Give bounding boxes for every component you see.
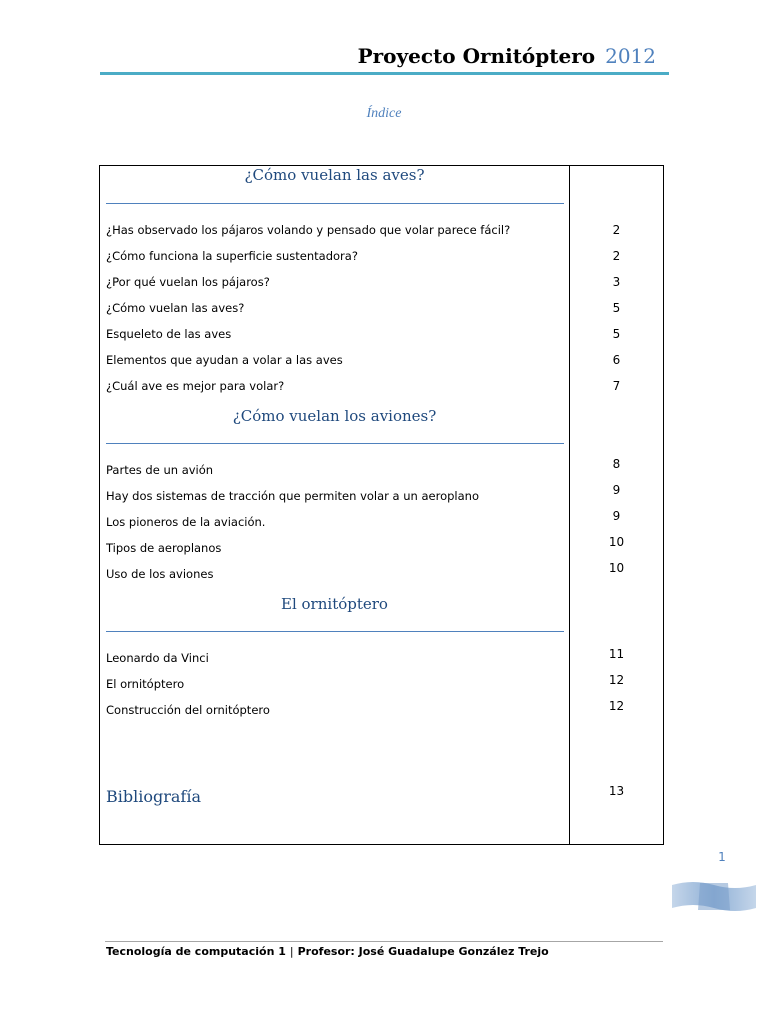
toc-entry[interactable]: Partes de un avión (106, 463, 214, 477)
toc-page-number: 3 (612, 275, 621, 289)
bibliography-page-number: 13 (608, 784, 625, 798)
toc-entry[interactable]: Leonardo da Vinci (106, 651, 209, 665)
toc-page-number: 6 (612, 353, 621, 367)
section-heading-aves: ¿Cómo vuelan las aves? (244, 166, 425, 184)
document-header (100, 44, 656, 68)
footer-separator: | (289, 945, 294, 958)
toc-entry[interactable]: ¿Cómo vuelan las aves? (106, 301, 245, 315)
section-heading-ornitoptero: El ornitóptero (281, 595, 388, 613)
toc-page-number: 9 (612, 483, 621, 497)
bibliography-entry[interactable]: Bibliografía (106, 787, 201, 806)
toc-entry[interactable]: Uso de los aviones (106, 567, 214, 581)
toc-page-number: 2 (612, 223, 621, 237)
section-heading-aviones: ¿Cómo vuelan los aviones? (232, 407, 437, 425)
page-number: 1 (718, 850, 726, 864)
toc-entry[interactable]: Los pioneros de la aviación. (106, 515, 266, 529)
toc-entry[interactable]: El ornitóptero (106, 677, 185, 691)
toc-page-number: 10 (608, 561, 625, 575)
footer-ribbon-icon (672, 881, 756, 912)
toc-entry[interactable]: Tipos de aeroplanos (106, 541, 222, 555)
toc-entry[interactable]: ¿Cuál ave es mejor para volar? (106, 379, 285, 393)
section-divider (106, 443, 564, 444)
toc-entry[interactable]: ¿Has observado los pájaros volando y pensado que volar parece fácil? (106, 223, 511, 237)
footer-course: Tecnología de computación 1 (106, 945, 286, 958)
toc-entry[interactable]: Elementos que ayudan a volar a las aves (106, 353, 343, 367)
toc-page-number: 2 (612, 249, 621, 263)
header-year: 2012 (605, 44, 656, 68)
toc-entry[interactable]: ¿Por qué vuelan los pájaros? (106, 275, 270, 289)
table-of-contents (99, 165, 664, 845)
toc-entry[interactable]: Construcción del ornitóptero (106, 703, 270, 717)
toc-entry[interactable]: Esqueleto de las aves (106, 327, 232, 341)
toc-page-number: 5 (612, 301, 621, 315)
toc-page-number: 12 (608, 699, 625, 713)
page-column-divider (569, 166, 570, 844)
toc-page-number: 12 (608, 673, 625, 687)
toc-page-number: 5 (612, 327, 621, 341)
section-divider (106, 203, 564, 204)
header-title: Proyecto Ornitóptero (357, 44, 596, 68)
index-title: Índice (366, 106, 402, 121)
toc-page-number: 8 (612, 457, 621, 471)
toc-page-number: 7 (612, 379, 621, 393)
footer (106, 945, 549, 958)
footer-professor: Profesor: José Guadalupe González Trejo (297, 945, 549, 958)
toc-page-number: 10 (608, 535, 625, 549)
toc-page-number: 11 (608, 647, 625, 661)
section-divider (106, 631, 564, 632)
toc-entry[interactable]: Hay dos sistemas de tracción que permiten volar a un aeroplano (106, 489, 479, 503)
footer-divider (105, 941, 663, 942)
toc-entry[interactable]: ¿Cómo funciona la superficie sustentadora? (106, 249, 358, 263)
header-divider (100, 72, 669, 75)
toc-page-number: 9 (612, 509, 621, 523)
